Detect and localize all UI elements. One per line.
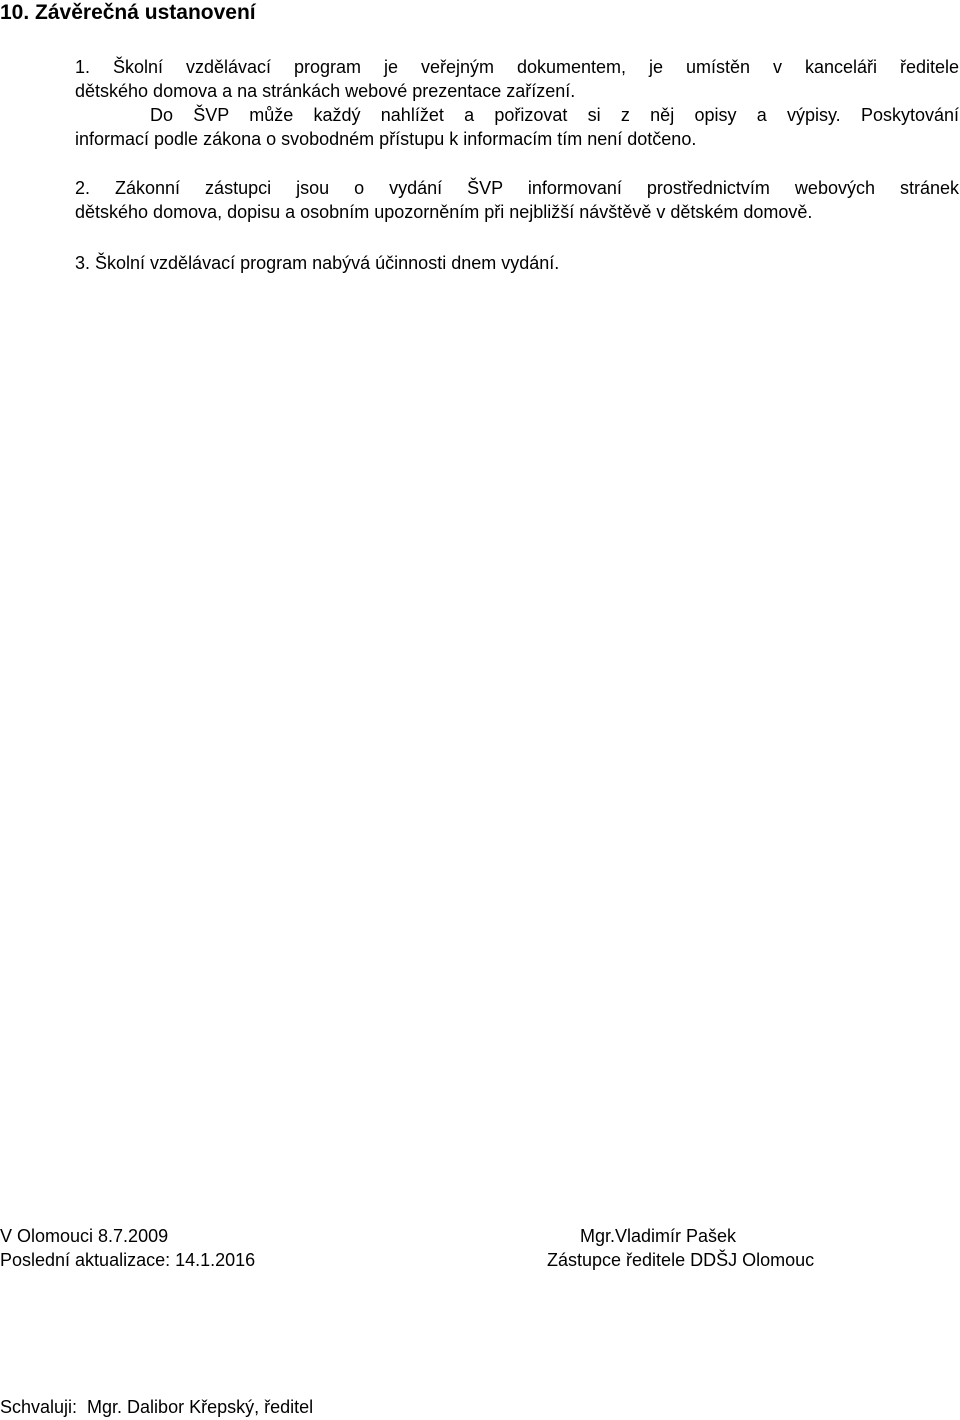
paragraph-1-line-3: Do ŠVP může každý nahlížet a pořizovat si z něj opisy a výpisy. Poskytování	[150, 105, 959, 125]
paragraph-2	[75, 176, 959, 224]
paragraph-3-line-1: 3. Školní vzdělávací program nabývá účinnosti dnem vydání.	[75, 253, 560, 273]
section-heading: 10. Závěrečná ustanovení	[0, 1, 256, 24]
paragraph-1	[75, 55, 959, 151]
signer-name: Mgr.Vladimír Pašek	[580, 1226, 737, 1246]
paragraph-1-line-4: informací podle zákona o svobodném přístupu k informacím tím není dotčeno.	[75, 129, 697, 149]
place-date: V Olomouci 8.7.2009	[0, 1226, 169, 1246]
paragraph-1-line-1: 1. Školní vzdělávací program je veřejným dokumentem, je umístěn v kanceláři ředitele	[75, 57, 959, 77]
signer-role: Zástupce ředitele DDŠJ Olomouc	[547, 1250, 815, 1270]
paragraph-1-line-2: dětského domova a na stránkách webové prezentace zařízení.	[75, 81, 576, 101]
paragraph-2-line-2: dětského domova, dopisu a osobním upozorněním při nejbližší návštěvě v dětském domově.	[75, 202, 813, 222]
paragraph-2-line-1: 2. Zákonní zástupci jsou o vydání ŠVP informovaní prostřednictvím webových stránek	[75, 178, 959, 198]
last-update: Poslední aktualizace: 14.1.2016	[0, 1250, 256, 1270]
paragraph-3	[75, 251, 959, 275]
approval-line: Schvaluji: Mgr. Dalibor Křepský, ředitel	[0, 1397, 314, 1417]
